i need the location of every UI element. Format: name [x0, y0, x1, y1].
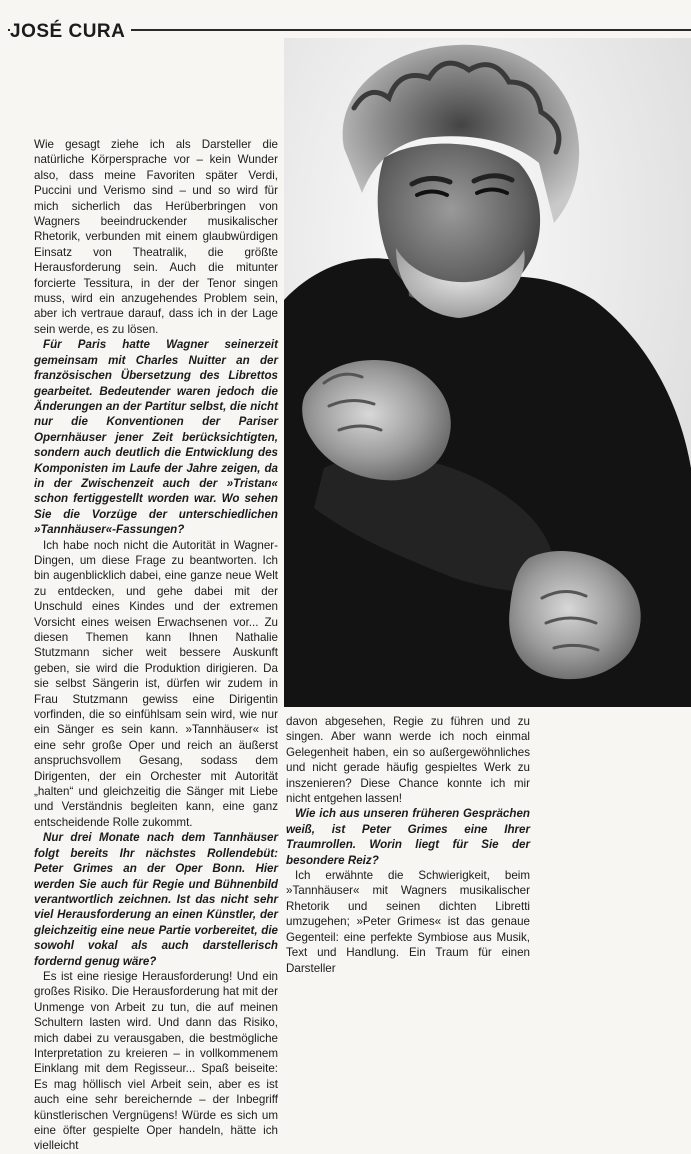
portrait-photo	[284, 38, 691, 707]
interview-answer: Es ist eine riesige Herausforderung! Und ein großes Risiko. Die Herausforderung hat mit der Unmenge von Arbeit zu tun, die auf meinen Schultern lasten wird. Und dann das Risiko, mich dabei zu verausgaben, die bestmögliche Interpretation zu kreieren – in vollkommenem Einklang mit dem Regisseur... Spaß beiseite: Es mag höllisch viel Arbeit sein, aber es ist auch eine sehr bereichernde – der Inbegriff künstlerischen Vergnügens! Würde es sich um eine öfter gespielte Oper handeln, hätte ich vielleicht	[34, 969, 278, 1153]
article-column-left	[34, 137, 278, 1154]
article-column-right	[286, 714, 530, 976]
page-title: JOSÉ CURA	[10, 22, 131, 41]
interview-question: Wie ich aus unseren früheren Gesprächen weiß, ist Peter Grimes eine Ihrer Traumrollen. Worin liegt für Sie der besondere Reiz?	[286, 807, 530, 867]
interview-answer: davon abgesehen, Regie zu führen und zu singen. Aber wann werde ich noch einmal Gelegenheit haben, ein so außergewöhnliches und nicht gerade häufig gespieltes Werk zu inszenieren? Diese Chance konnte ich mir nicht entgehen lassen!	[286, 715, 530, 806]
interview-answer: Ich erwähnte die Schwierigkeit, beim »Tannhäuser« mit Wagners musikalischer Rhetorik und seinen dichten Libretti umzugehen; »Peter Grimes« ist das genaue Gegenteil: eine perfekte Symbiose aus Musik, Text und Handlung. Ein Traum für einen Darsteller	[286, 869, 530, 975]
interview-answer: Ich habe noch nicht die Autorität in Wagner-Dingen, um diese Frage zu beantworten. Ich bin augenblicklich dabei, eine ganze neue Welt zu entdecken, und gehe dabei mit der Unschuld eines Kindes und der extremen Vorsicht eines weisen Erwachsenen vor... Zu diesen Themen kann Ihnen Nathalie Stutzmann sicher weit bessere Auskunft geben, sie wird die Produktion dirigieren. Da sie selbst Sängerin ist, dürfen wir zudem in Frau Stutzmann gewiss eine Dirigentin vorfinden, die so einfühlsam sein wird, wie nur ein Sänger es sein kann. »Tannhäuser« ist eine sehr große Oper und reich an äußerst anspruchsvollem Gesang, sodass dem Dirigenten, der ein Orchester mit Autorität „halten“ und gleichzeitig die Sänger mit Liebe und Verständnis begleiten kann, eine ganz entscheidende Rolle zukommt.	[34, 538, 278, 829]
interview-answer: Wie gesagt ziehe ich als Darsteller die natürliche Körpersprache vor – kein Wunder also, dass meine Favoriten später Verdi, Puccini und Verismo sind – und so wird für mich sicherlich das Herüberbringen von Wagners beeindruckender musikalischer Rhetorik, verbunden mit einem glaubwürdigen Einsatz von Theatralik, die größte Herausforderung sein. Auch die mitunter forcierte Tessitura, in der der Tenor singen muss, wird ein anzugehendes Problem sein, aber ich vertraue darauf, dass ich in der Lage sein werde, es zu lösen.	[34, 138, 278, 336]
interview-question: Für Paris hatte Wagner seinerzeit gemeinsam mit Charles Nuitter an der französischen Übersetzung des Librettos gearbeitet. Bedeutender waren jedoch die Änderungen an der Partitur selbst, die nicht nur die Konventionen der Pariser Opernhäuser jener Zeit berücksichtigten, sondern auch deutlich die Entwicklung des Komponisten im Laufe der Jahre zeigen, da in der Zwischenzeit auch der »Tristan« schon fertiggestellt worden war. Wo sehen Sie die Vorzüge der unterschiedlichen »Tannhäuser«-Fassungen?	[34, 338, 278, 537]
interview-question: Nur drei Monate nach dem Tannhäuser folgt bereits Ihr nächstes Rollendebüt: Peter Grimes an der Oper Bonn. Hier werden Sie auch für Regie und Bühnenbild verantwortlich zeichnen. Ist das nicht sehr viel Herausforderung an einen Künstler, der gleichzeitig eine neue Partie vorbereitet, die sowohl vokal als auch darstellerisch fordernd genug wäre?	[34, 831, 278, 968]
